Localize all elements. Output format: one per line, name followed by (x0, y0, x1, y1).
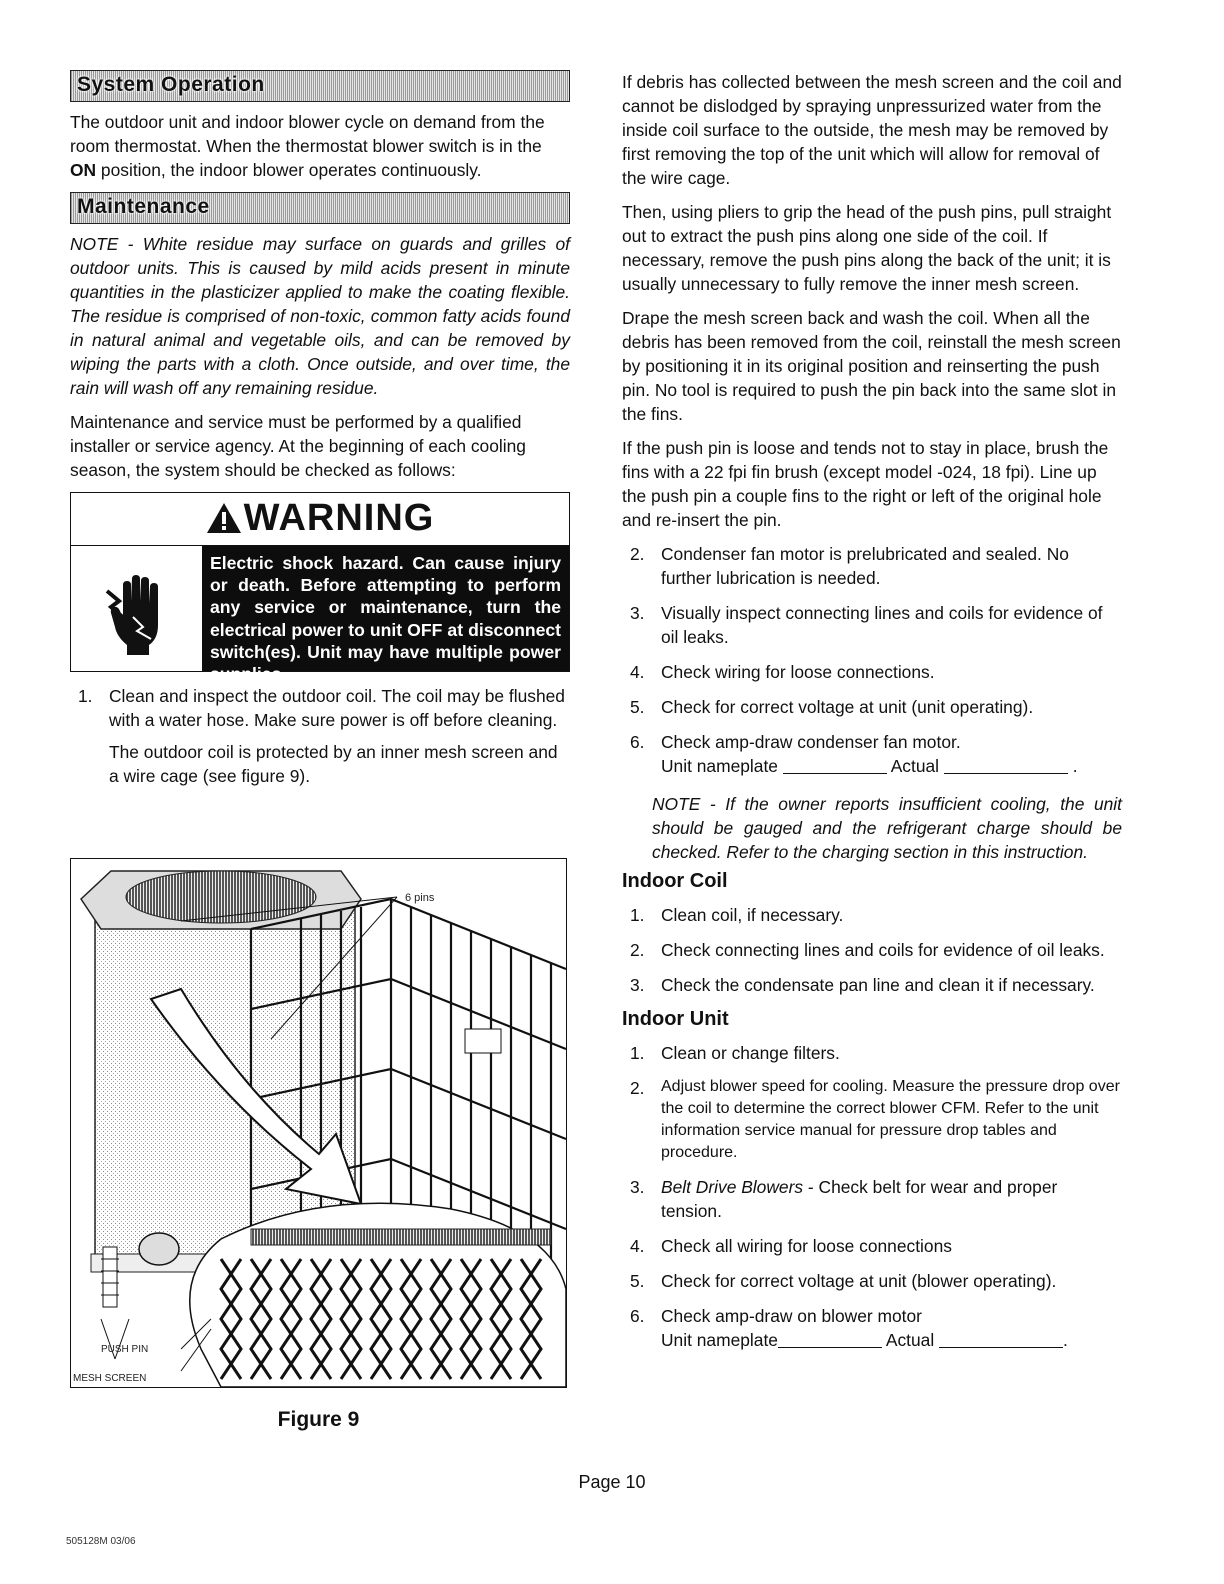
list-item: 1. Clean and inspect the outdoor coil. The coil may be flushed with a water hose. Make sure power is off before cleaning. The outdoor coil is protected by an inner mesh screen and a wire cage (see figure 9). (70, 684, 570, 788)
electric-shock-hand-icon (105, 573, 165, 655)
right-column (622, 70, 1122, 1363)
list-item: 1. Clean or change filters. (630, 1043, 840, 1063)
debris-paragraph: If debris has collected between the mesh screen and the coil and cannot be dislodged by spraying unpressurized water from the inside coil surface to the outside, the mesh may be removed by first removing the top of the unit which will allow for removal of the wire cage. (622, 72, 1122, 188)
push-pins-paragraph: Then, using pliers to grip the head of the push pins, pull straight out to extract the push pins along one side of the coil. If necessary, remove the push pins along the back of the unit; it is usually unnecessary to fully remove the inner mesh screen. (622, 202, 1112, 294)
clean-coil-text: Clean and inspect the outdoor coil. The coil may be flushed with a water hose. Make sure power is off before cleaning. (109, 686, 565, 730)
page-number: Page 10 (578, 1472, 646, 1492)
nameplate-line: Unit nameplate Actual . (661, 1330, 1068, 1350)
list-item: 3. Visually inspect connecting lines and coils for evidence of oil leaks. (630, 603, 1103, 647)
maintenance-heading-bar (70, 192, 570, 224)
list-item: 2. Condenser fan motor is prelubricated and sealed. No further lubrication is needed. (630, 544, 1069, 588)
list-item: 4. Check wiring for loose connections. (630, 662, 935, 682)
maintenance-intro: Maintenance and service must be performed by a qualified installer or service agency. At the beginning of each cooling season, the system should be checked as follows: (70, 412, 526, 480)
list-item: 2. Adjust blower speed for cooling. Measure the pressure drop over the coil to determine the correct blower CFM. Refer to the unit information service manual for pressure drop tables and procedure. (630, 1078, 1120, 1161)
list-item: 2. Check connecting lines and coils for evidence of oil leaks. (630, 940, 1105, 960)
list-item: 3. Belt Drive Blowers - Check belt for wear and proper tension. (630, 1177, 1058, 1221)
document-code: 505128M 03/06 (66, 1536, 136, 1547)
wash-coil-paragraph: Drape the mesh screen back and wash the coil. When all the debris has been removed from the coil, reinstall the mesh screen by positioning it in its original position and reinserting the push pin. No tool is required to push the pin back into the same slot in the fins. (622, 308, 1121, 424)
mesh-screen-label: MESH SCREEN (73, 1373, 147, 1384)
left-column (70, 70, 570, 799)
system-operation-text: The outdoor unit and indoor blower cycle on demand from the room thermostat. When the thermostat blower switch is in the ON position, the indoor blower operates continuously. (70, 112, 545, 180)
list-item: 6. Check amp-draw condenser fan motor. Unit nameplate Actual . (622, 730, 1122, 778)
nameplate-blank (778, 1331, 882, 1348)
system-operation-heading-bar (70, 70, 570, 102)
warning-triangle-icon (206, 502, 242, 534)
system-operation-heading: System Operation (77, 73, 265, 96)
list-item: 5. Check for correct voltage at unit (blower operating). (630, 1271, 1057, 1291)
indoor-coil-heading: Indoor Coil (622, 870, 728, 892)
six-pins-label: 6 pins (405, 892, 435, 904)
warning-message: Electric shock hazard. Can cause injury or death. Before attempting to perform any service or maintenance, turn the electrical power to unit OFF at disconnect switch(es). Unit may have multiple power supplies. (202, 546, 569, 671)
push-pin-label: PUSH PIN (101, 1344, 149, 1355)
list-item: 6. Check amp-draw on blower motor Unit nameplate Actual . (622, 1304, 1122, 1352)
coil-protection-text: The outdoor coil is protected by an inner mesh screen and a wire cage (see figure 9). (109, 742, 558, 786)
list-item: 5. Check for correct voltage at unit (unit operating). (630, 697, 1034, 717)
figure-caption: Figure 9 (277, 1408, 360, 1431)
actual-blank (939, 1331, 1063, 1348)
warning-box (70, 492, 570, 685)
warning-title: WARNING (71, 497, 569, 540)
list-item: 3. Check the condensate pan line and clean it if necessary. (630, 975, 1095, 995)
nameplate-line: Unit nameplate Actual . (661, 756, 1078, 776)
maintenance-note: NOTE - White residue may surface on guards and grilles of outdoor units. This is caused by mild acids present in minute quantities in the plasticizer applied to make the coating flexible. The residue is comprised of non-toxic, common fatty acids found in natural animal and vegetable oils, and can be removed by wiping the parts with a cloth. Once outside, and over time, the rain will wash off any remaining residue. (70, 234, 570, 398)
nameplate-blank (783, 757, 887, 774)
list-item: 1. Clean coil, if necessary. (630, 905, 844, 925)
outdoor-unit-illustration (71, 859, 566, 1387)
owner-note: NOTE - If the owner reports insufficient cooling, the unit should be gauged and the refrigerant charge should be checked. Refer to the charging section in this instruction. (652, 794, 1122, 862)
list-item: 4. Check all wiring for loose connections (630, 1236, 952, 1256)
loose-pin-paragraph: If the push pin is loose and tends not to stay in place, brush the fins with a 22 fpi fin brush (except model -024, 18 fpi). Line up the push pin a couple fins to the right or left of the original hole and re-insert the pin. (622, 438, 1109, 530)
indoor-unit-heading: Indoor Unit (622, 1008, 729, 1030)
actual-blank (944, 757, 1068, 774)
maintenance-heading: Maintenance (77, 195, 210, 218)
figure-9 (70, 858, 567, 1388)
